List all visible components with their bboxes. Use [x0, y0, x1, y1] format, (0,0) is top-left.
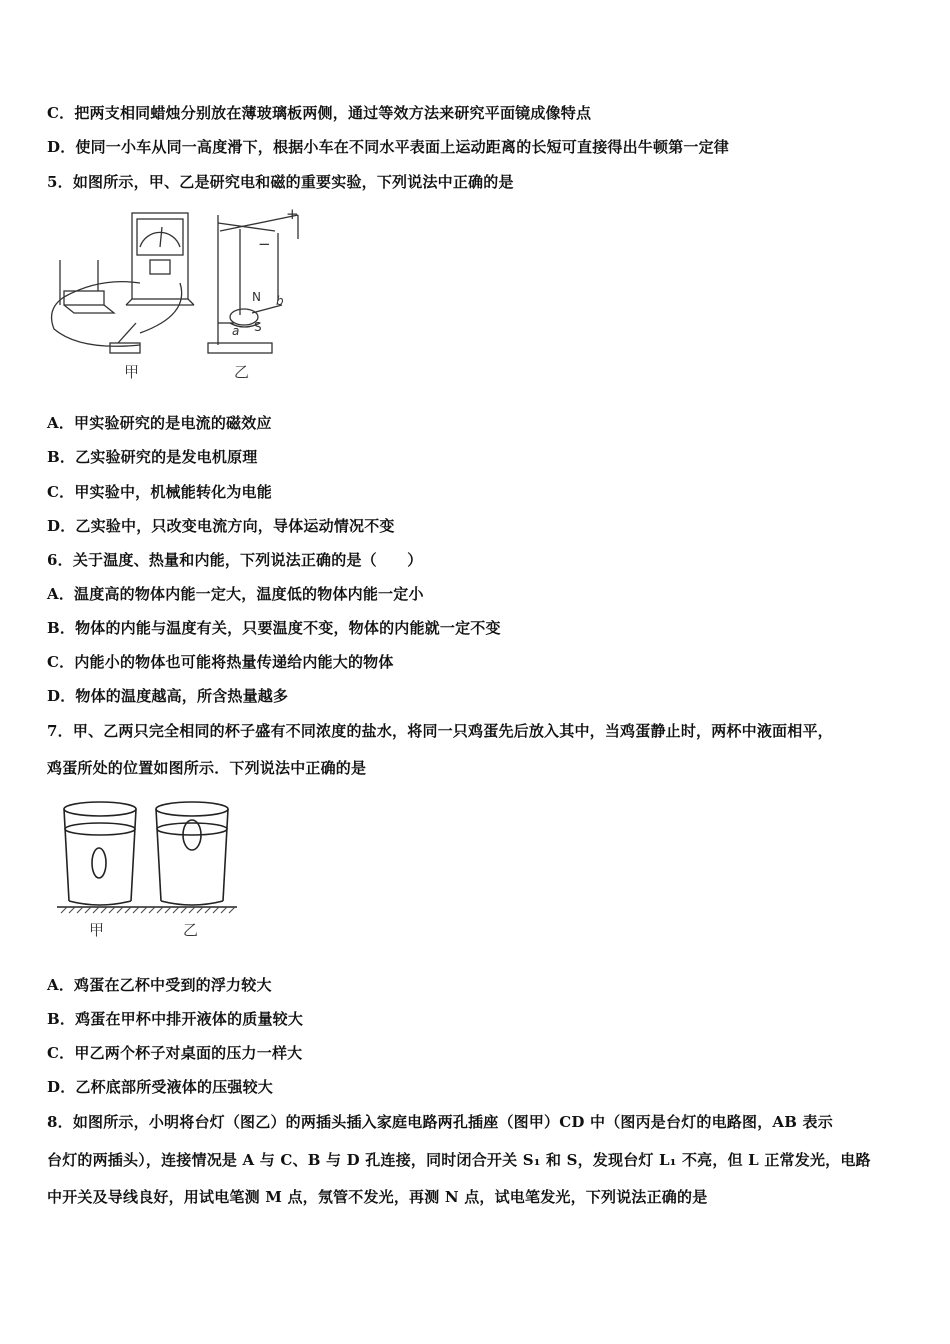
- figure1-label-yi: 乙: [234, 363, 250, 381]
- option-7a: A．鸡蛋在乙杯中受到的浮力较大: [47, 976, 272, 994]
- option-4d: D．使同一小车从同一高度滑下，根据小车在不同水平表面上运动距离的长短可直接得出牛顿第一定律: [47, 138, 730, 156]
- figure1-label-jia: 甲: [124, 363, 140, 381]
- option-7c: C．甲乙两个杯子对桌面的压力一样大: [47, 1044, 303, 1062]
- question-6: 6．关于温度、热量和内能，下列说法正确的是（ ）: [47, 551, 423, 569]
- question-8-line2: 台灯的两插头），连接情况是 A 与 C、B 与 D 孔连接，同时闭合开关 S₁ 和 S，发现台灯 L₁ 不亮，但 L 正常发光，电路: [47, 1151, 871, 1169]
- option-5b: B．乙实验研究的是发电机原理: [47, 448, 258, 466]
- question-7-line1: 7．甲、乙两只完全相同的杯子盛有不同浓度的盐水，将同一只鸡蛋先后放入其中，当鸡蛋静止时，两杯中液面相平，: [47, 722, 833, 740]
- option-6d: D．物体的温度越高，所含热量越多: [47, 687, 289, 705]
- question-8-line3: 中开关及导线良好，用试电笔测 M 点，氖管不发光，再测 N 点，试电笔发光，下列说法正确的是: [47, 1188, 708, 1206]
- option-4c: C．把两支相同蜡烛分别放在薄玻璃板两侧，通过等效方法来研究平面镜成像特点: [47, 104, 592, 122]
- option-7d: D．乙杯底部所受液体的压强较大: [47, 1078, 274, 1096]
- question-7-line2: 鸡蛋所处的位置如图所示．下列说法中正确的是: [47, 759, 367, 777]
- figure1-s-pole: S: [254, 320, 262, 334]
- question-8-line1: 8．如图所示，小明将台灯（图乙）的两插头插入家庭电路两孔插座（图甲）CD 中（图丙是台灯的电路图，AB 表示: [47, 1113, 833, 1131]
- figure2-label-yi: 乙: [183, 921, 199, 939]
- option-6a: A．温度高的物体内能一定大，温度低的物体内能一定小: [47, 585, 424, 603]
- option-7b: B．鸡蛋在甲杯中排开液体的质量较大: [47, 1010, 304, 1028]
- question-5: 5．如图所示，甲、乙是研究电和磁的重要实验，下列说法中正确的是: [47, 173, 514, 191]
- figure1-plus: +: [286, 205, 299, 223]
- option-6b: B．物体的内能与温度有关，只要温度不变，物体的内能就一定不变: [47, 619, 501, 637]
- figure1-minus: −: [258, 235, 271, 253]
- figure2-label-jia: 甲: [89, 921, 105, 939]
- option-5a: A．甲实验研究的是电流的磁效应: [47, 414, 272, 432]
- figure1-a: a: [232, 324, 240, 338]
- option-5c: C．甲实验中，机械能转化为电能: [47, 483, 272, 501]
- option-6c: C．内能小的物体也可能将热量传递给内能大的物体: [47, 653, 394, 671]
- figure1-b: b: [276, 294, 284, 308]
- cups-egg-figure: [55, 795, 240, 943]
- electromagnetism-figure: [40, 205, 310, 383]
- option-5d: D．乙实验中，只改变电流方向，导体运动情况不变: [47, 517, 395, 535]
- figure1-n-pole: N: [252, 290, 261, 304]
